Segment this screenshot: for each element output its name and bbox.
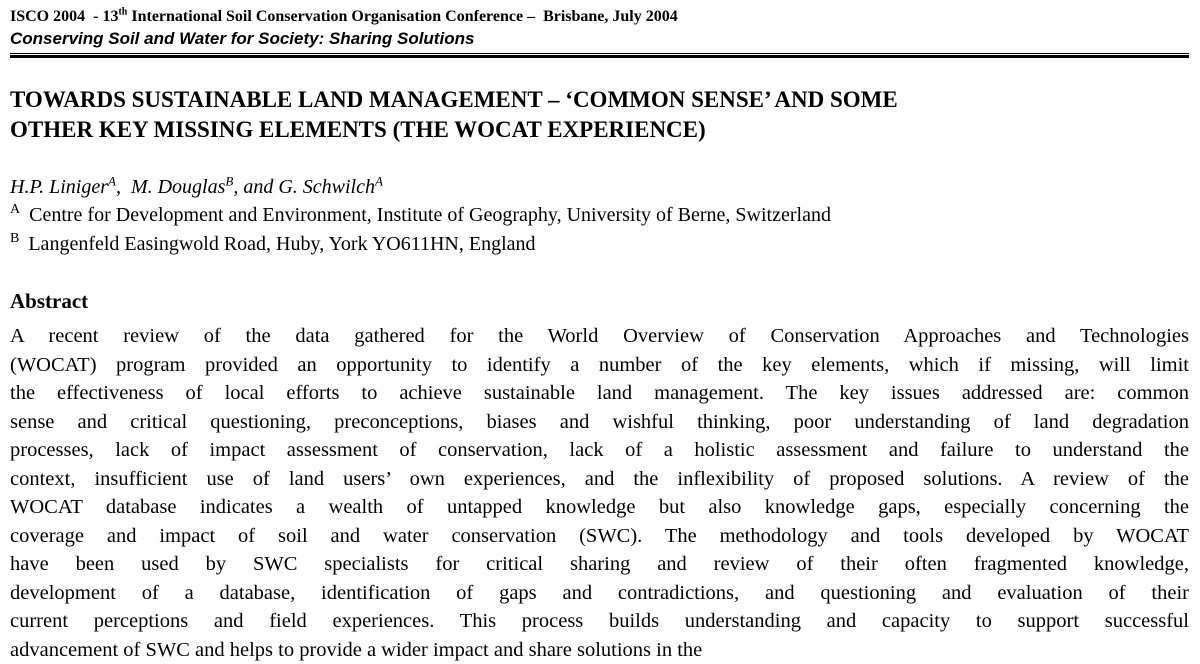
author-separator: , and [233,176,278,198]
abstract-line: processes, lack of impact assessment of conservation, lack of a holistic assessment and failure to understand the [10,436,1189,465]
affiliation-mark: B [10,231,19,246]
abstract-line: current perceptions and field experiences. This process builds understanding and capacity to support successful [10,607,1189,636]
author-separator: , [116,176,131,198]
author-name: M. Douglas [131,176,225,198]
conference-title-suffix: International Soil Conservation Organisation Conference – Brisbane, July 2004 [127,8,677,25]
abstract-line: sense and critical questioning, preconceptions, biases and wishful thinking, poor understanding of land degradation [10,408,1189,437]
author-affiliation-mark: A [108,173,116,188]
abstract-text [10,322,1189,664]
affiliation-list [10,201,1189,259]
author-affiliation-mark: B [225,173,233,188]
conference-title [10,7,1189,26]
affiliation-row [10,201,1189,230]
abstract-line: coverage and impact of soil and water conservation (SWC). The methodology and tools developed by WOCAT [10,522,1189,551]
abstract-line: context, insufficient use of land users’ own experiences, and the inflexibility of proposed solutions. A review of the [10,465,1189,494]
author-name: H.P. Liniger [10,176,108,198]
author-name: G. Schwilch [278,176,375,198]
affiliation-text: Centre for Development and Environment, Institute of Geography, University of Berne, Switzerland [29,204,831,226]
header-divider [10,53,1189,58]
affiliation-mark: A [10,202,20,217]
paper-title-line-2: OTHER KEY MISSING ELEMENTS (THE WOCAT EXPERIENCE) [10,115,1189,145]
abstract-line: development of a database, identification of gaps and contradictions, and questioning and evaluation of their [10,579,1189,608]
abstract-line: A recent review of the data gathered for the World Overview of Conservation Approaches and Technologies [10,322,1189,351]
conference-title-prefix: ISCO 2004 - 13 [10,8,118,25]
abstract-line: advancement of SWC and helps to provide a wider impact and share solutions in the [10,636,1189,664]
author-affiliation-mark: A [375,173,383,188]
abstract-line: the effectiveness of local efforts to achieve sustainable land management. The key issues addressed are: common [10,379,1189,408]
author-list [10,173,1189,201]
abstract-line: have been used by SWC specialists for critical sharing and review of their often fragmented knowledge, [10,550,1189,579]
ordinal-superscript: th [118,7,127,18]
abstract-heading: Abstract [10,289,1189,313]
conference-subtitle: Conserving Soil and Water for Society: Sharing Solutions [10,29,1189,49]
abstract-line: WOCAT database indicates a wealth of untapped knowledge but also knowledge gaps, especially concerning the [10,493,1189,522]
paper-title [10,85,1189,145]
paper-title-line-1: TOWARDS SUSTAINABLE LAND MANAGEMENT – ‘COMMON SENSE’ AND SOME [10,85,1189,115]
affiliation-text: Langenfeld Easingwold Road, Huby, York YO611HN, England [28,233,535,255]
affiliation-row [10,230,1189,259]
conference-header [10,7,1189,49]
abstract-line: (WOCAT) program provided an opportunity to identify a number of the key elements, which if missing, will limit [10,351,1189,380]
